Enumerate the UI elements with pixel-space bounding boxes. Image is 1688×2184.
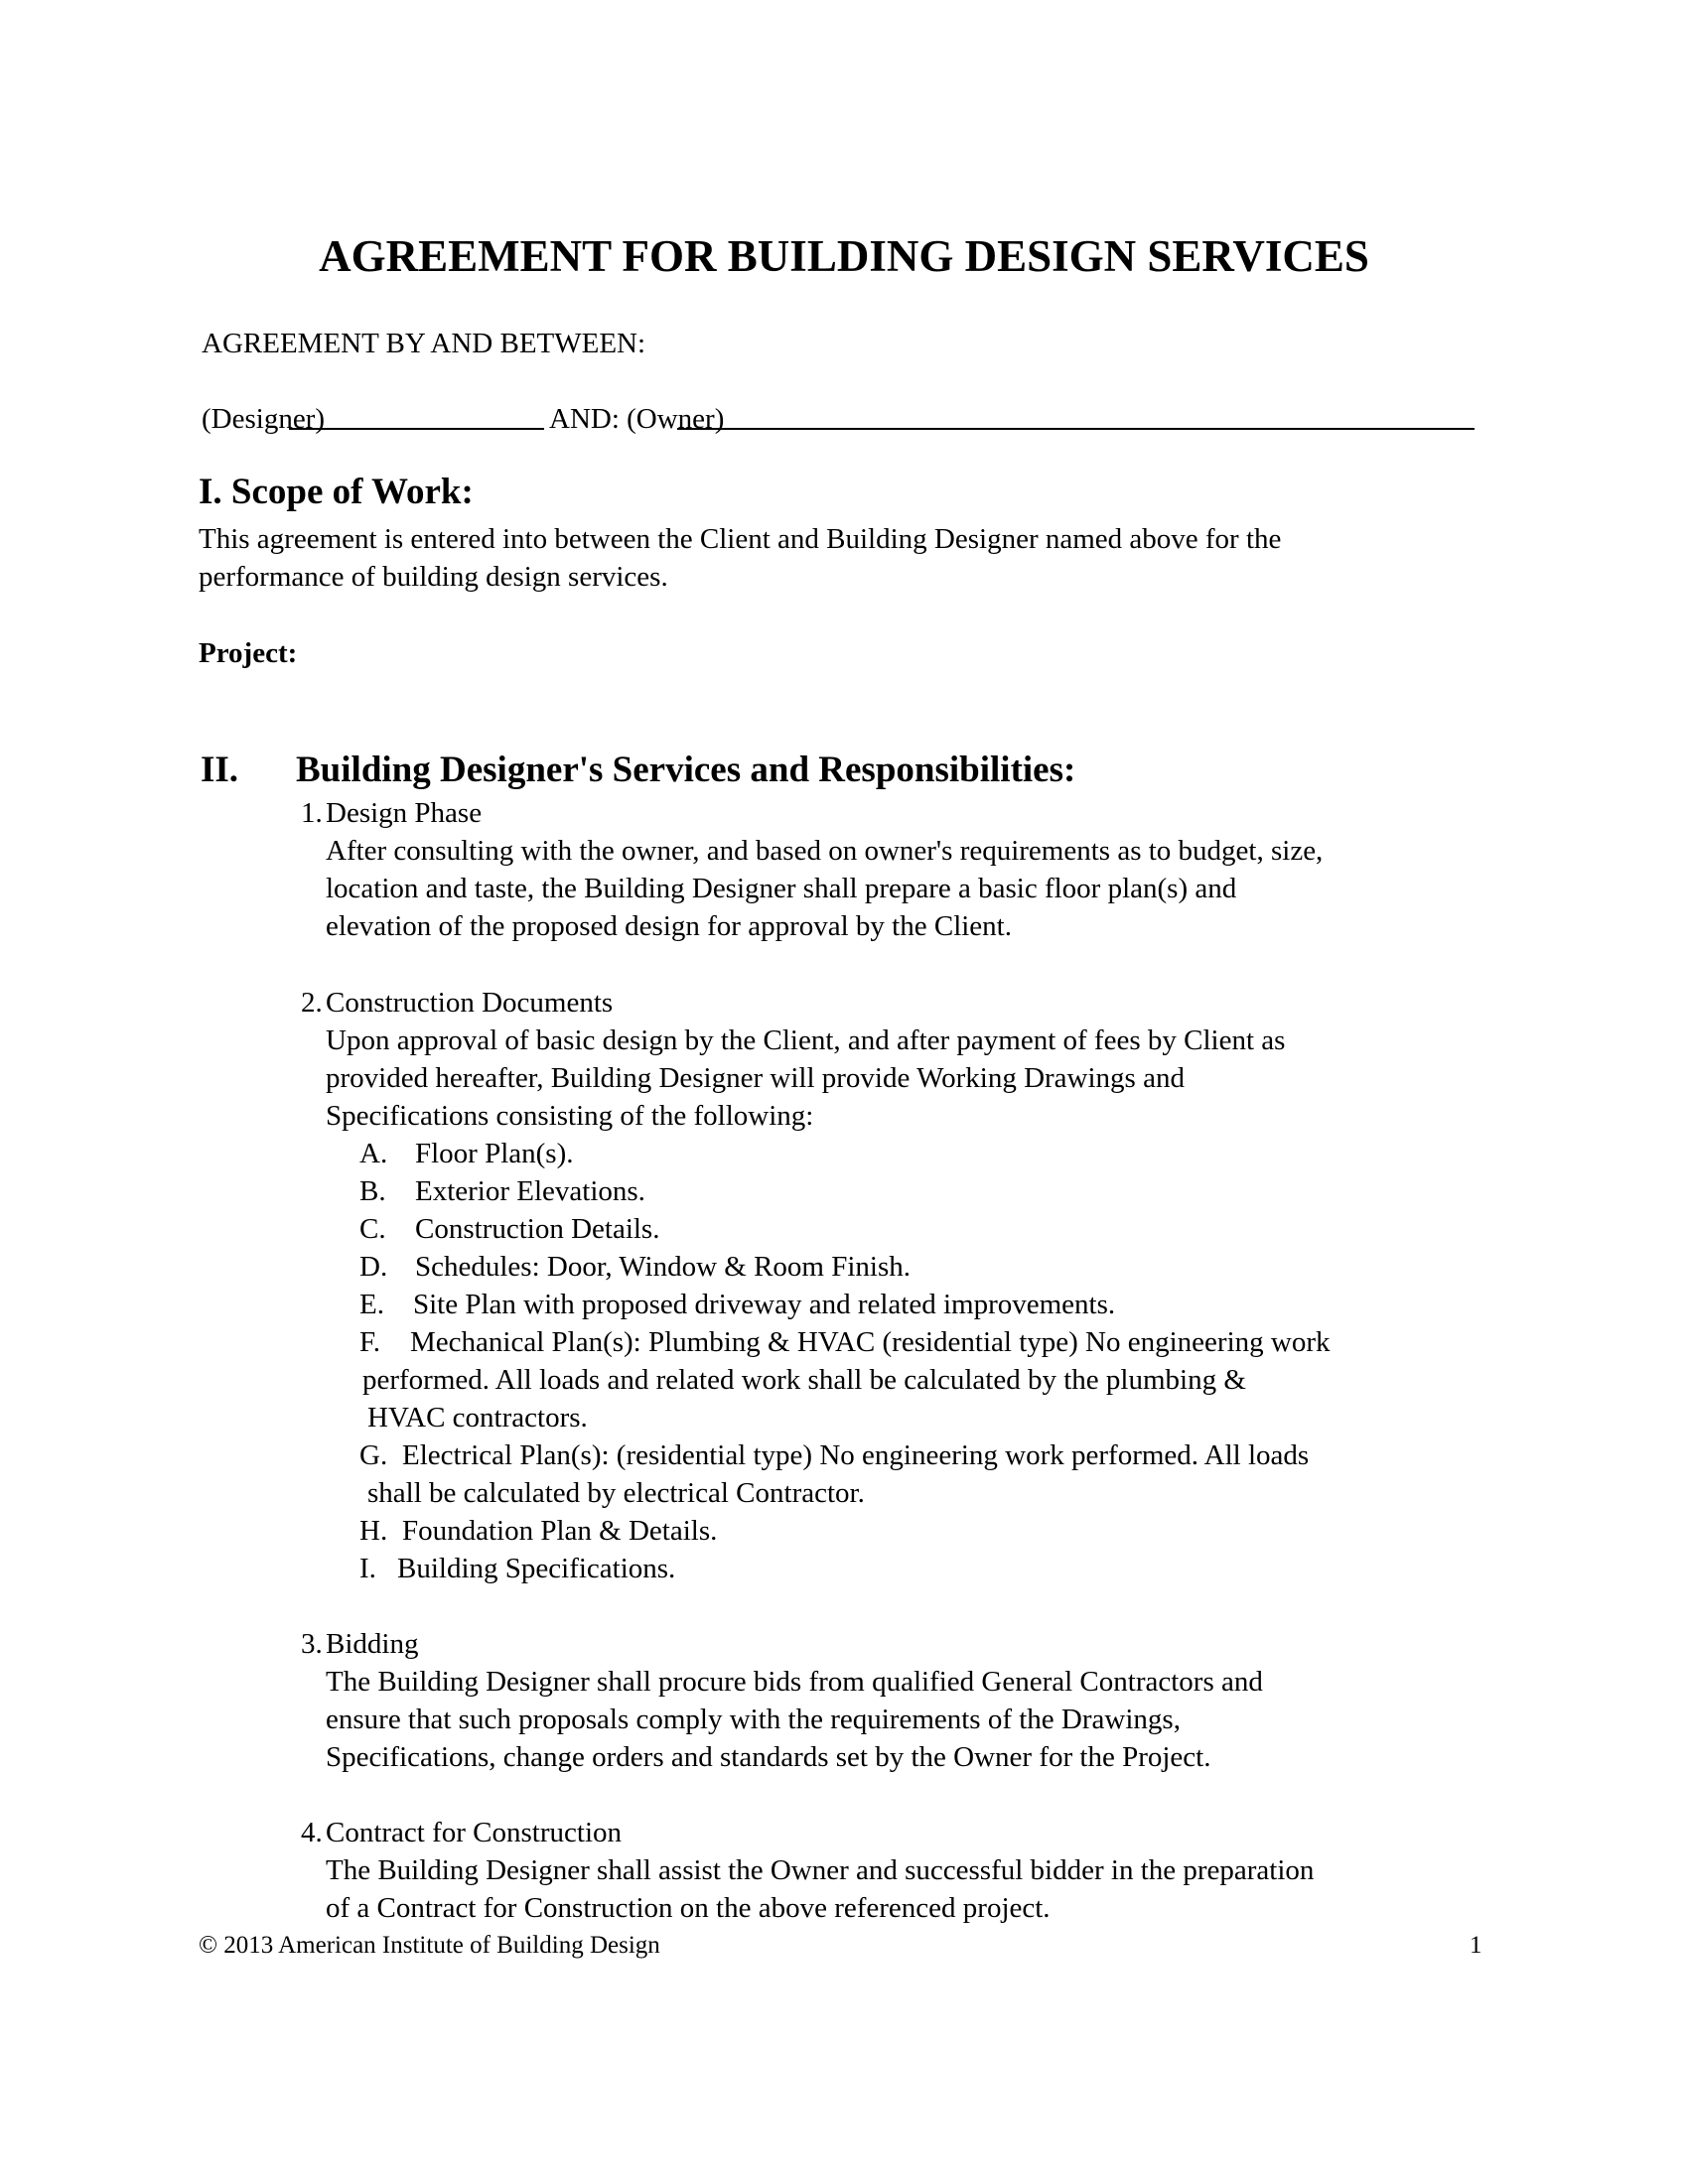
subitem-text: shall be calculated by electrical Contractor. (367, 1477, 865, 1509)
subitem-letter: G. (359, 1439, 388, 1471)
owner-name-field[interactable] (677, 428, 1475, 430)
item-text-line: The Building Designer shall assist the Owner and successful bidder in the preparation (326, 1854, 1315, 1886)
item-number: 2. (301, 987, 323, 1019)
subitem-text: Construction Details. (415, 1213, 660, 1245)
page-number: 1 (1470, 1932, 1482, 1959)
scope-text-line: This agreement is entered into between the Client and Building Designer named above for the (199, 523, 1282, 555)
subitem-text: Mechanical Plan(s): Plumbing & HVAC (residential type) No engineering work (410, 1326, 1331, 1358)
item-title: Construction Documents (326, 987, 614, 1019)
subitem-text: Building Specifications. (397, 1553, 676, 1584)
subitem-text: HVAC contractors. (367, 1402, 588, 1433)
subitem-letter: B. (359, 1175, 386, 1207)
designer-label: (Designer) (202, 403, 326, 435)
item-text-line: elevation of the proposed design for approval by the Client. (326, 910, 1012, 942)
document-title: AGREEMENT FOR BUILDING DESIGN SERVICES (319, 231, 1369, 281)
subitem-text: Site Plan with proposed driveway and related improvements. (413, 1289, 1116, 1320)
item-text-line: The Building Designer shall procure bids from qualified General Contractors and (326, 1666, 1263, 1698)
subitem-text: Foundation Plan & Details. (402, 1515, 718, 1547)
item-text-line: Specifications consisting of the following: (326, 1100, 814, 1132)
parties-intro: AGREEMENT BY AND BETWEEN: (202, 328, 646, 359)
subitem-text: performed. All loads and related work shall be calculated by the plumbing & (362, 1364, 1246, 1396)
subitem-letter: A. (359, 1138, 388, 1169)
designer-name-field[interactable] (289, 428, 544, 430)
subitem-text: Schedules: Door, Window & Room Finish. (415, 1251, 912, 1283)
item-number: 4. (301, 1817, 323, 1848)
subitem-letter: E. (359, 1289, 384, 1320)
subitem-letter: I. (359, 1553, 376, 1584)
item-title: Design Phase (326, 797, 483, 829)
subitem-text: Floor Plan(s). (415, 1138, 574, 1169)
subitem-letter: D. (359, 1251, 388, 1283)
subitem-letter: H. (359, 1515, 388, 1547)
item-number: 3. (301, 1628, 323, 1660)
subitem-letter: F. (359, 1326, 381, 1358)
item-text-line: Specifications, change orders and standards set by the Owner for the Project. (326, 1741, 1211, 1773)
section-2-heading: Building Designer's Services and Responsibilities: (296, 750, 1076, 790)
footer-copyright: © 2013 American Institute of Building Design (199, 1932, 660, 1959)
item-text-line: provided hereafter, Building Designer will provide Working Drawings and (326, 1062, 1185, 1094)
section-1-heading: I. Scope of Work: (199, 472, 474, 512)
section-2-numeral: II. (201, 750, 239, 790)
item-text-line: After consulting with the owner, and based on owner's requirements as to budget, size, (326, 835, 1324, 867)
owner-label: AND: (Owner) (549, 403, 725, 435)
item-text-line: ensure that such proposals comply with the requirements of the Drawings, (326, 1704, 1181, 1735)
item-title: Contract for Construction (326, 1817, 623, 1848)
project-label: Project: (199, 637, 298, 669)
subitem-letter: C. (359, 1213, 386, 1245)
subitem-text: Electrical Plan(s): (residential type) No engineering work performed. All loads (402, 1439, 1310, 1471)
item-text-line: Upon approval of basic design by the Client, and after payment of fees by Client as (326, 1024, 1286, 1056)
item-text-line: of a Contract for Construction on the above referenced project. (326, 1892, 1051, 1924)
scope-text-line: performance of building design services. (199, 561, 668, 593)
item-text-line: location and taste, the Building Designer shall prepare a basic floor plan(s) and (326, 873, 1237, 904)
item-number: 1. (301, 797, 323, 829)
subitem-text: Exterior Elevations. (415, 1175, 645, 1207)
item-title: Bidding (326, 1628, 419, 1660)
